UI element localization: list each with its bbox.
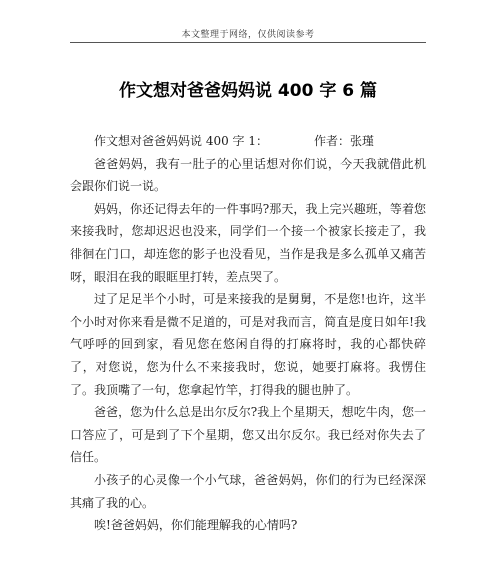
paragraph: 小孩子的心灵像一个小气球，爸爸妈妈，你们的行为已经深深其痛了我的心。 (70, 472, 426, 510)
paragraph: 唉!爸爸妈妈，你们能理解我的心情吗? (94, 518, 298, 533)
byline (70, 130, 426, 153)
paragraph: 过了足足半个小时，可是来接我的是舅舅，不是您!也许，这半个小时对你来看是微不足道的，可是对我而言，简直是度日如年!我气呼呼的回到家，看见您在悠闲自得的打麻将时，我的心都快碎了，对您说，您为什么不来接我时，您说，她要打麻将。我愣住了。我顶嘴了一句，您拿起竹竿，打得我的腿也肿了。 (70, 292, 426, 397)
document-body (70, 130, 426, 537)
paragraph: 妈妈，你还记得去年的一件事吗?那天，我上完兴趣班，等着您来接我时，您却迟迟也没来，同学们一个接一个被家长接走了，我徘徊在门口，却连您的影子也没看见，当作是我是多么孤单又痛苦呀，眼泪在我的眼眶里打转，差点哭了。 (70, 201, 426, 284)
subtitle-label: 作文想对爸爸妈妈说 400 字 1： (94, 134, 268, 148)
paragraph: 爸爸，您为什么总是出尔反尔?我上个星期天，想吃牛肉，您一口答应了，可是到了下个星期，您又出尔反尔。我已经对你失去了信任。 (70, 405, 426, 465)
paragraph: 爸爸妈妈，我有一肚子的心里话想对你们说，今天我就借此机会跟你们说一说。 (70, 156, 426, 194)
header-divider (70, 42, 426, 43)
header-note: 本文整理于网络，仅供阅读参考 (181, 30, 315, 40)
document-title: 作文想对爸爸妈妈说 400 字 6 篇 (119, 81, 377, 101)
author-name: 作者：张瑾 (313, 134, 374, 148)
